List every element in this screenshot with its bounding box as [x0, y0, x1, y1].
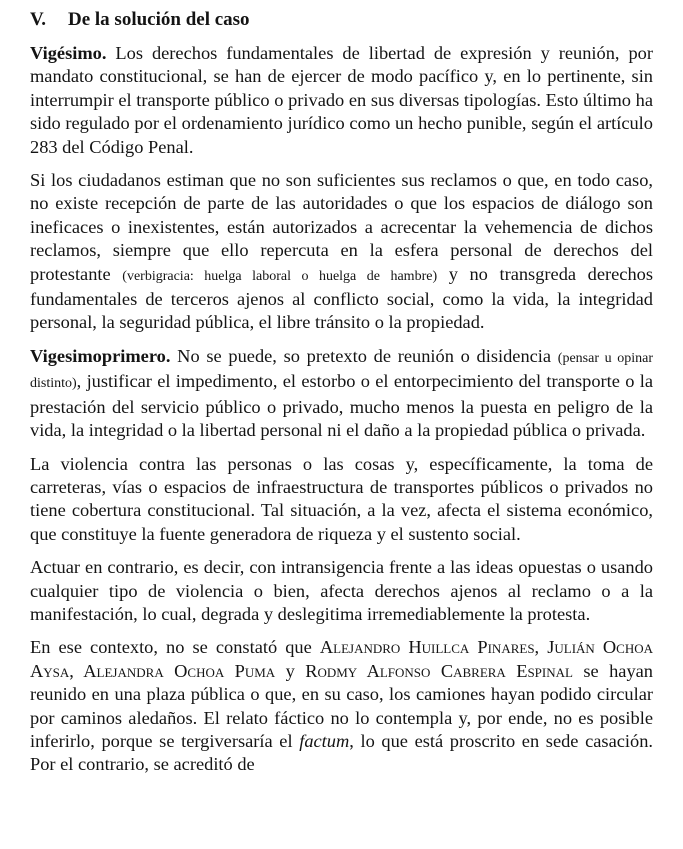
paragraph-text: y	[275, 660, 306, 681]
section-title: De la solución del caso	[68, 9, 250, 30]
section-number: V.	[30, 9, 47, 30]
person-names: Alejandro Huillca Pinares, Julián Ochoa Aysa, Alejandra Ochoa Puma	[30, 637, 653, 681]
paragraph-text: En ese contexto, no se constató que	[30, 637, 320, 658]
paragraph-vigesimoprimero	[30, 345, 653, 443]
paragraph-vigesimo	[30, 42, 653, 159]
section-heading	[30, 8, 653, 32]
paragraph-text: se hayan reunido en una plaza pública o que, en su caso, los camiones hayan podido circular por caminos aledaños. El relato fáctico no lo contempla y, por ende, no es posible inferirlo, porque se tergiversaría el	[30, 660, 653, 751]
paragraph-text: La violencia contra las personas o las cosas y, específicamente, la toma de carreteras, vías o espacios de infraestructura de transportes públicos o privados no tiene cobertura constitucional. Tal situación, a la vez, afecta el sistema económico, que constituye la fuente generadora de riqueza y el sustento social.	[30, 453, 653, 544]
parenthetical-note: (verbigracia: huelga laboral o huelga de hambre)	[122, 268, 438, 284]
paragraph-text: Actuar en contrario, es decir, con intransigencia frente a las ideas opuestas o usando cualquier tipo de violencia o bien, afecta derechos ajenos al reclamo o a la manifestación, lo cual, degrada y deslegitima irremediablemente la protesta.	[30, 557, 653, 624]
latin-term: factum	[299, 730, 350, 751]
paragraph-text: , lo que está proscrito en sede casación. Por el contrario, se acreditó de	[30, 730, 653, 775]
parenthetical-note: (pensar u opinar distinto)	[30, 350, 653, 392]
paragraph-lead: Vigesimoprimero.	[30, 345, 171, 366]
paragraph-text: , justificar el impedimento, el estorbo o el entorpecimiento del transporte o la prestación del servicio público o privado, mucho menos la puesta en peligro de la vida, la integridad o la libertad personal ni el daño a la propiedad pública o privada.	[30, 371, 653, 441]
paragraph-actuar	[30, 556, 653, 626]
paragraph-text: y no transgreda derechos fundamentales de terceros ajenos al conflicto social, como la vida, la integridad personal, la seguridad pública, el libre tránsito o la propiedad.	[30, 263, 654, 333]
paragraph-ciudadanos	[30, 169, 653, 335]
paragraph-text: Si los ciudadanos estiman que no son suficientes sus reclamos o que, en todo caso, no existe recepción de parte de las autoridades o que los espacios de diálogo son ineficaces o inexistentes, están autorizados a acrecentar la vehemencia de dichos reclamos, siempre que ello repercuta en la esfera personal de derechos del protestante	[30, 170, 653, 284]
paragraph-text: Los derechos fundamentales de libertad de expresión y reunión, por mandato constitucional, se han de ejercer de modo pacífico y, en lo pertinente, sin interrumpir el transporte público o privado en sus diversas tipologías. Esto último ha sido regulado por el ordenamiento jurídico como un hecho punible, según el artículo 283 del Código Penal.	[30, 43, 653, 157]
paragraph-lead: Vigésimo.	[30, 43, 107, 63]
paragraph-violencia	[30, 453, 653, 547]
person-name: Rodmy Alfonso Cabrera Espinal	[305, 660, 573, 681]
paragraph-text: No se puede, so pretexto de reunión o disidencia	[170, 345, 558, 366]
paragraph-contexto	[30, 636, 653, 776]
